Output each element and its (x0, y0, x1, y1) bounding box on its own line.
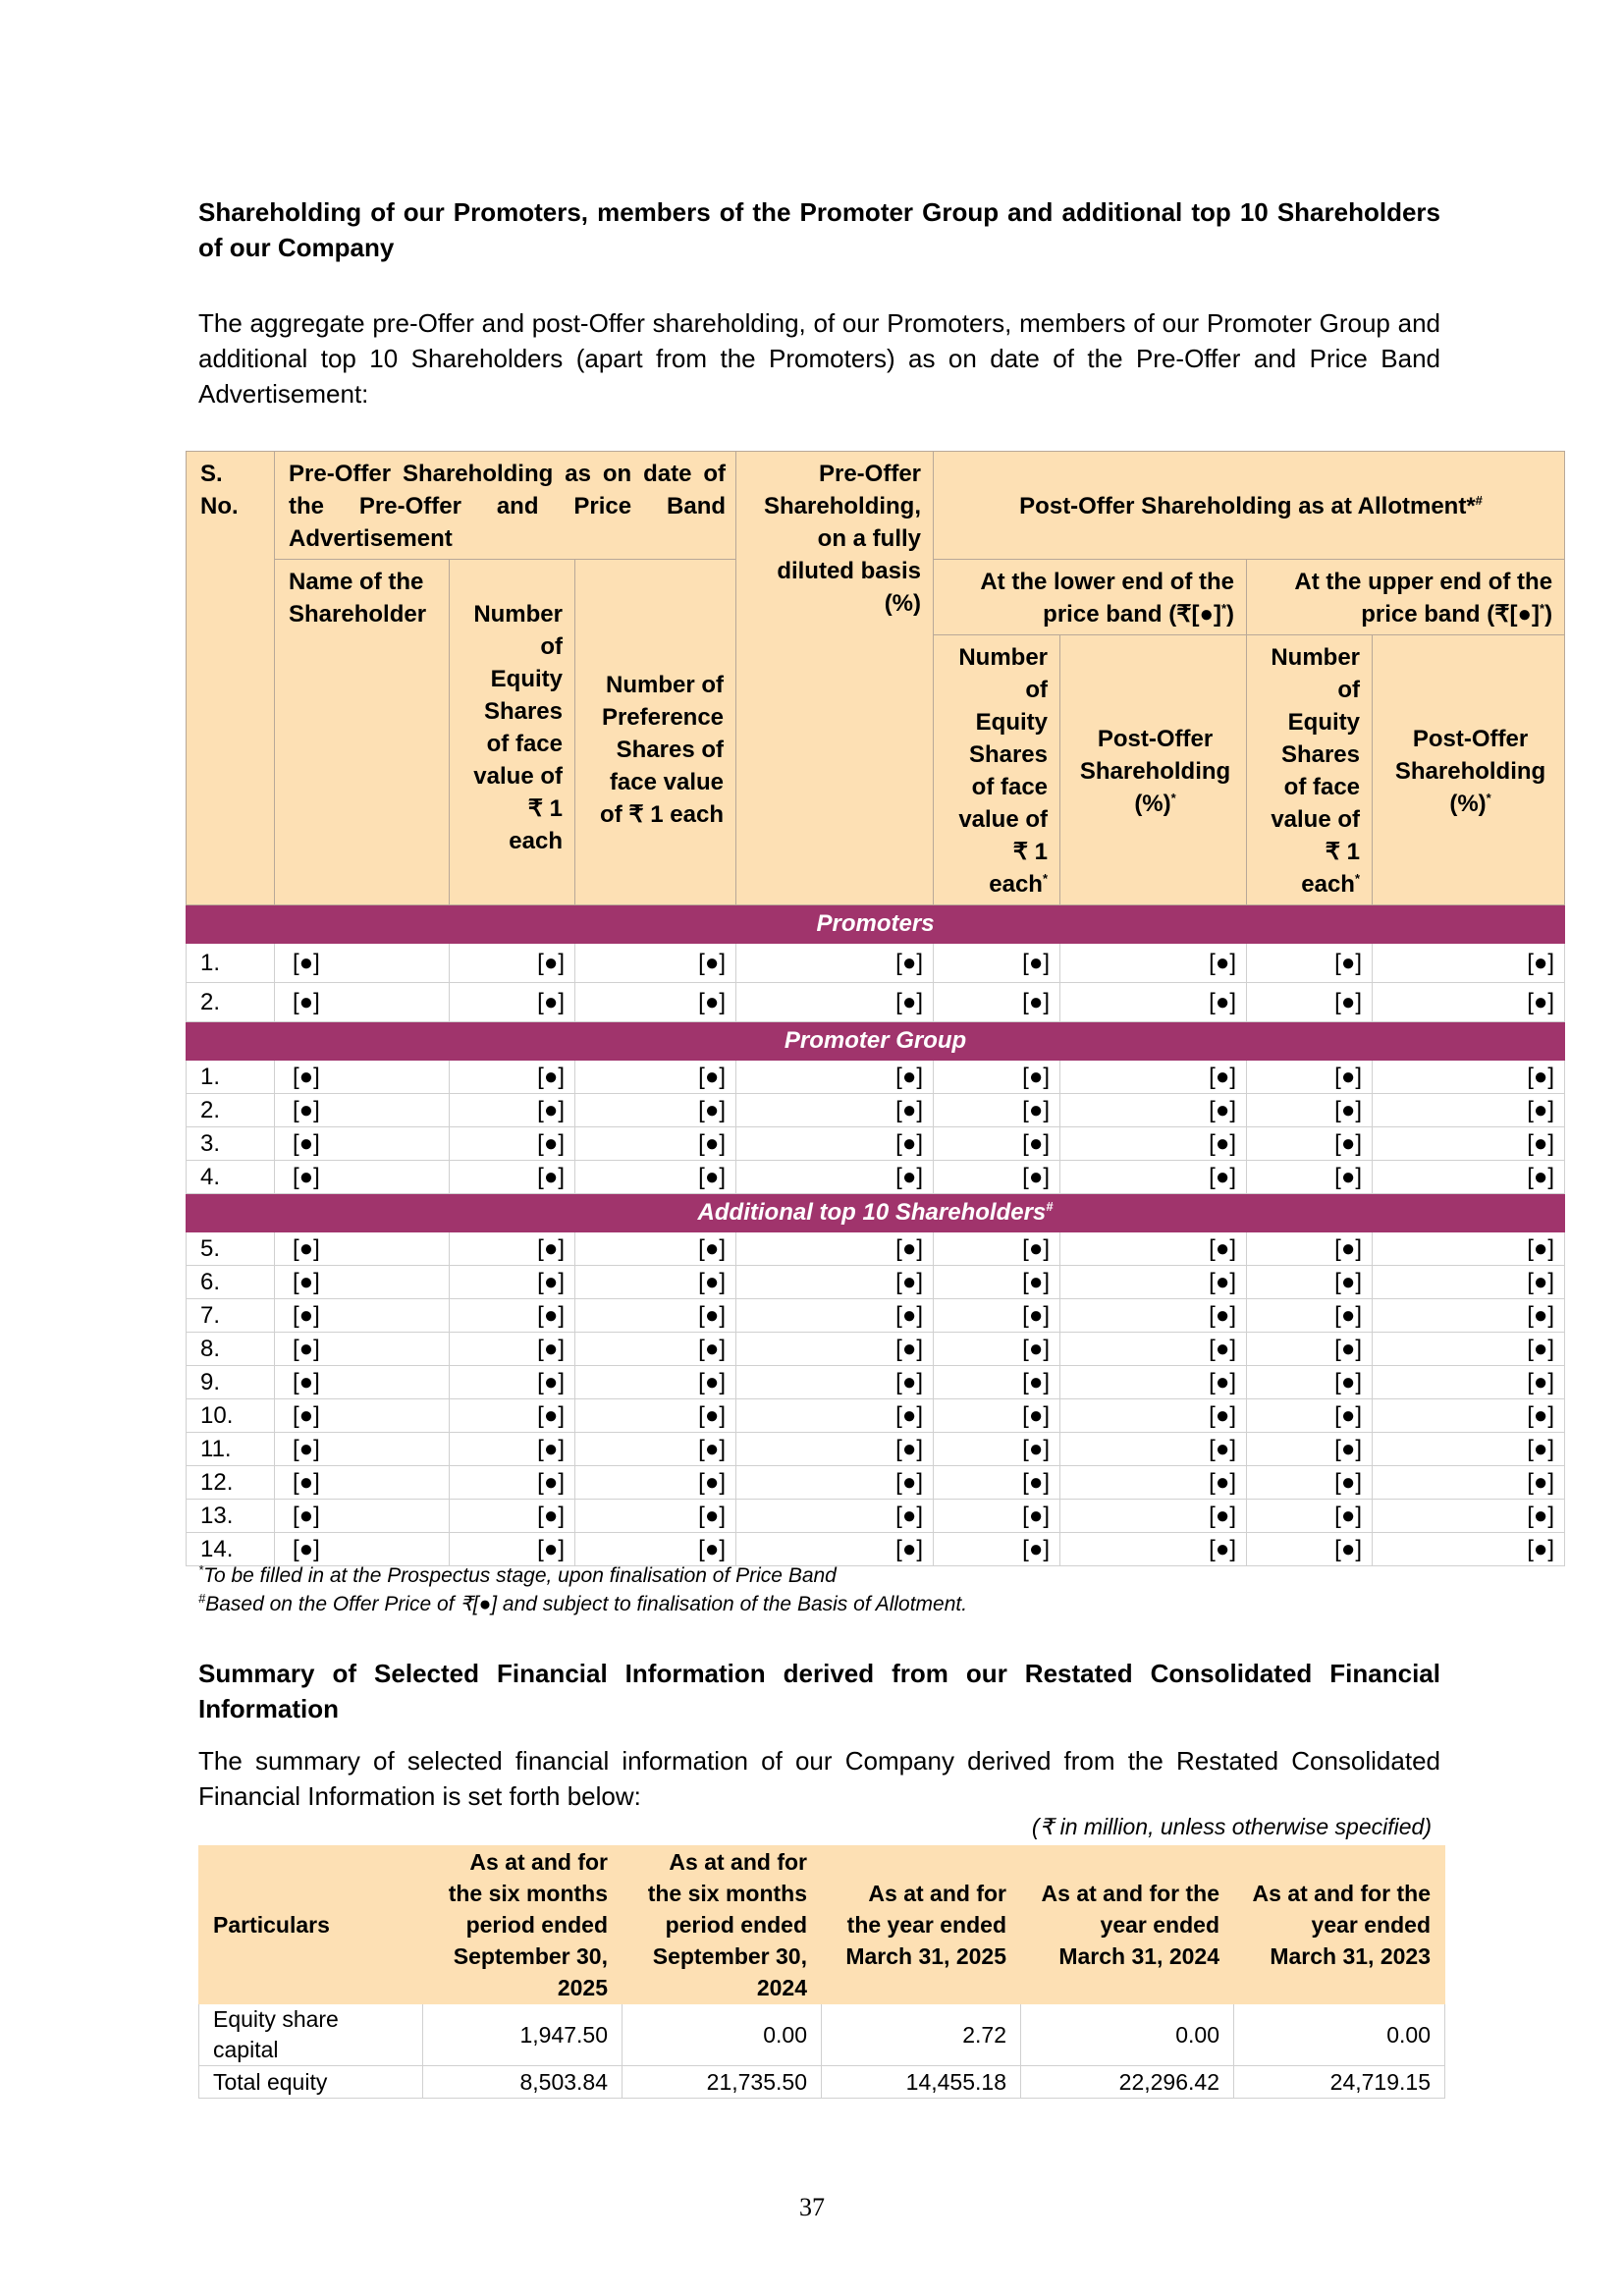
page-number: 37 (799, 2193, 825, 2221)
serial-number: 11. (187, 1433, 275, 1466)
serial-number: 3. (187, 1127, 275, 1161)
placeholder-cell: [●] (1247, 1299, 1373, 1333)
placeholder-cell: [●] (450, 1232, 575, 1266)
shareholder-name: [●] (275, 1127, 450, 1161)
table-row (187, 1333, 1565, 1366)
placeholder-cell: [●] (934, 1433, 1060, 1466)
placeholder-cell: [●] (1060, 1500, 1247, 1533)
shareholder-name: [●] (275, 1333, 450, 1366)
section-heading-shareholding: Shareholding of our Promoters, members of the Promoter Group and additional top 10 Shareholders of our Company (198, 197, 1440, 262)
placeholder-cell: [●] (575, 1061, 736, 1094)
table-row (187, 1466, 1565, 1500)
shareholder-name: [●] (275, 983, 450, 1022)
placeholder-cell: [●] (736, 1333, 934, 1366)
serial-number: 14. (187, 1533, 275, 1566)
header-name: Name of the Shareholder (275, 560, 450, 905)
placeholder-cell: [●] (1373, 1161, 1565, 1194)
placeholder-cell: [●] (450, 1533, 575, 1566)
placeholder-cell: [●] (736, 983, 934, 1022)
section-title: Additional top 10 Shareholders# (187, 1194, 1565, 1232)
placeholder-cell: [●] (575, 944, 736, 983)
placeholder-cell: [●] (736, 1061, 934, 1094)
placeholder-cell: [●] (1373, 1266, 1565, 1299)
placeholder-cell: [●] (934, 1061, 1060, 1094)
placeholder-cell: [●] (450, 1061, 575, 1094)
placeholder-cell: [●] (934, 1500, 1060, 1533)
fin-cell: 0.00 (1234, 2004, 1445, 2066)
shareholder-name: [●] (275, 1533, 450, 1566)
placeholder-cell: [●] (450, 1161, 575, 1194)
placeholder-cell: [●] (575, 1433, 736, 1466)
table-row (187, 1299, 1565, 1333)
table-row (187, 1366, 1565, 1399)
placeholder-cell: [●] (1247, 983, 1373, 1022)
placeholder-cell: [●] (450, 983, 575, 1022)
placeholder-cell: [●] (575, 1466, 736, 1500)
fin-cell: 14,455.18 (822, 2066, 1021, 2099)
placeholder-cell: [●] (1247, 1533, 1373, 1566)
header-equity-shares: Number of Equity Shares of face value of ₹ 1 each (450, 560, 575, 905)
fin-row-label: Total equity (199, 2066, 423, 2099)
placeholder-cell: [●] (1060, 1061, 1247, 1094)
table-row (187, 1061, 1565, 1094)
placeholder-cell: [●] (934, 1094, 1060, 1127)
shareholder-name: [●] (275, 1094, 450, 1127)
placeholder-cell: [●] (1373, 1232, 1565, 1266)
placeholder-cell: [●] (450, 1299, 575, 1333)
placeholder-cell: [●] (575, 1399, 736, 1433)
placeholder-cell: [●] (575, 1161, 736, 1194)
placeholder-cell: [●] (1373, 1366, 1565, 1399)
header-diluted: Pre-Offer Shareholding, on a fully diluted basis (%) (736, 452, 934, 905)
placeholder-cell: [●] (736, 1094, 934, 1127)
placeholder-cell: [●] (1060, 1299, 1247, 1333)
serial-number: 1. (187, 944, 275, 983)
serial-number: 8. (187, 1333, 275, 1366)
shareholding-intro: The aggregate pre-Offer and post-Offer shareholding, of our Promoters, members of our Promoter Group and additional top 10 Shareholders (apart from the Promoters) as on date of the Pre-Offer and Price Band Advertisement: (198, 308, 1440, 409)
placeholder-cell: [●] (450, 1094, 575, 1127)
shareholder-name: [●] (275, 1399, 450, 1433)
placeholder-cell: [●] (1247, 1061, 1373, 1094)
shareholder-name: [●] (275, 1433, 450, 1466)
placeholder-cell: [●] (1247, 1127, 1373, 1161)
fin-cell: 0.00 (1021, 2004, 1234, 2066)
placeholder-cell: [●] (1247, 944, 1373, 983)
header-upper-band: At the upper end of the price band (₹[●]*) (1247, 560, 1565, 635)
placeholder-cell: [●] (575, 983, 736, 1022)
table-row (187, 1161, 1565, 1194)
placeholder-cell: [●] (736, 1500, 934, 1533)
placeholder-cell: [●] (1247, 1366, 1373, 1399)
placeholder-cell: [●] (736, 1299, 934, 1333)
table-row (187, 1433, 1565, 1466)
placeholder-cell: [●] (1060, 1366, 1247, 1399)
fin-cell: 8,503.84 (423, 2066, 623, 2099)
placeholder-cell: [●] (450, 1433, 575, 1466)
fin-row-total-equity (199, 2066, 1445, 2099)
fin-cell: 21,735.50 (623, 2066, 822, 2099)
fin-cell: 24,719.15 (1234, 2066, 1445, 2099)
fin-header-particulars: Particulars (199, 1846, 423, 2004)
financial-intro: The summary of selected financial information of our Company derived from the Restated Consolidated Financial Information is set forth below: (198, 1746, 1440, 1811)
table-row (187, 1399, 1565, 1433)
table-row (187, 1500, 1565, 1533)
placeholder-cell: [●] (736, 1533, 934, 1566)
fin-row-equity-share-capital (199, 2004, 1445, 2066)
serial-number: 4. (187, 1161, 275, 1194)
placeholder-cell: [●] (934, 1466, 1060, 1500)
section-title: Promoters (187, 905, 1565, 944)
serial-number: 2. (187, 1094, 275, 1127)
placeholder-cell: [●] (934, 1266, 1060, 1299)
placeholder-cell: [●] (934, 944, 1060, 983)
serial-number: 10. (187, 1399, 275, 1433)
placeholder-cell: [●] (934, 1533, 1060, 1566)
section-header-row (187, 1194, 1565, 1232)
header-pre-offer-group: Pre-Offer Shareholding as on date of the Pre-Offer and Price Band Advertisement (275, 452, 736, 560)
placeholder-cell: [●] (1373, 1399, 1565, 1433)
placeholder-cell: [●] (1373, 1433, 1565, 1466)
placeholder-cell: [●] (1060, 1161, 1247, 1194)
serial-number: 9. (187, 1366, 275, 1399)
serial-number: 6. (187, 1266, 275, 1299)
placeholder-cell: [●] (450, 1399, 575, 1433)
placeholder-cell: [●] (450, 944, 575, 983)
table-row (187, 1266, 1565, 1299)
placeholder-cell: [●] (1247, 1232, 1373, 1266)
placeholder-cell: [●] (1373, 1061, 1565, 1094)
placeholder-cell: [●] (450, 1500, 575, 1533)
placeholder-cell: [●] (1373, 1466, 1565, 1500)
placeholder-cell: [●] (1060, 1127, 1247, 1161)
placeholder-cell: [●] (450, 1333, 575, 1366)
fin-header-sep-2025: As at and for the six months period ended September 30, 2025 (423, 1846, 623, 2004)
placeholder-cell: [●] (1247, 1161, 1373, 1194)
header-lower-equity: Number of Equity Shares of face value of ₹ 1 each* (934, 635, 1060, 905)
placeholder-cell: [●] (736, 1433, 934, 1466)
placeholder-cell: [●] (450, 1127, 575, 1161)
placeholder-cell: [●] (1247, 1266, 1373, 1299)
placeholder-cell: [●] (575, 1366, 736, 1399)
shareholder-name: [●] (275, 1061, 450, 1094)
placeholder-cell: [●] (934, 1333, 1060, 1366)
section-header-row (187, 1022, 1565, 1061)
shareholder-name: [●] (275, 1266, 450, 1299)
placeholder-cell: [●] (1060, 1094, 1247, 1127)
placeholder-cell: [●] (1373, 1333, 1565, 1366)
placeholder-cell: [●] (450, 1266, 575, 1299)
shareholder-name: [●] (275, 1366, 450, 1399)
section-heading-financial: Summary of Selected Financial Information derived from our Restated Consolidated Financial Information (198, 1659, 1440, 1723)
placeholder-cell: [●] (736, 1232, 934, 1266)
table-row (187, 1232, 1565, 1266)
placeholder-cell: [●] (1247, 1500, 1373, 1533)
fin-header-mar-2023: As at and for the year ended March 31, 2023 (1234, 1846, 1445, 2004)
placeholder-cell: [●] (1373, 1127, 1565, 1161)
placeholder-cell: [●] (1247, 1333, 1373, 1366)
placeholder-cell: [●] (575, 1533, 736, 1566)
placeholder-cell: [●] (1373, 1500, 1565, 1533)
footnote-hash: #Based on the Offer Price of ₹[●] and subject to finalisation of the Basis of Allotment. (198, 1591, 968, 1615)
placeholder-cell: [●] (1247, 1094, 1373, 1127)
placeholder-cell: [●] (1247, 1466, 1373, 1500)
placeholder-cell: [●] (575, 1232, 736, 1266)
placeholder-cell: [●] (934, 1161, 1060, 1194)
header-sno: S. No. (187, 452, 275, 905)
header-preference-shares: Number of Preference Shares of face value of ₹ 1 each (575, 560, 736, 905)
header-post-offer-group: Post-Offer Shareholding as at Allotment*# (934, 452, 1565, 560)
placeholder-cell: [●] (934, 1366, 1060, 1399)
unit-note: (₹ in million, unless otherwise specified) (1031, 1814, 1432, 1839)
serial-number: 13. (187, 1500, 275, 1533)
shareholder-name: [●] (275, 1500, 450, 1533)
placeholder-cell: [●] (1060, 983, 1247, 1022)
section-title: Promoter Group (187, 1022, 1565, 1061)
table-row (187, 1094, 1565, 1127)
placeholder-cell: [●] (1060, 1266, 1247, 1299)
placeholder-cell: [●] (736, 944, 934, 983)
placeholder-cell: [●] (1060, 1232, 1247, 1266)
shareholding-table (186, 451, 1565, 1566)
placeholder-cell: [●] (1247, 1399, 1373, 1433)
fin-cell: 1,947.50 (423, 2004, 623, 2066)
serial-number: 2. (187, 983, 275, 1022)
placeholder-cell: [●] (1060, 1399, 1247, 1433)
placeholder-cell: [●] (736, 1466, 934, 1500)
table-row (187, 983, 1565, 1022)
section-header-row (187, 905, 1565, 944)
shareholder-name: [●] (275, 944, 450, 983)
serial-number: 12. (187, 1466, 275, 1500)
placeholder-cell: [●] (575, 1299, 736, 1333)
placeholder-cell: [●] (934, 1299, 1060, 1333)
placeholder-cell: [●] (736, 1127, 934, 1161)
placeholder-cell: [●] (575, 1094, 736, 1127)
placeholder-cell: [●] (450, 1366, 575, 1399)
shareholding-table-body (187, 905, 1565, 1566)
shareholder-name: [●] (275, 1299, 450, 1333)
shareholder-name: [●] (275, 1161, 450, 1194)
placeholder-cell: [●] (450, 1466, 575, 1500)
shareholder-name: [●] (275, 1466, 450, 1500)
placeholder-cell: [●] (1373, 1094, 1565, 1127)
serial-number: 5. (187, 1232, 275, 1266)
fin-header-mar-2025: As at and for the year ended March 31, 2025 (822, 1846, 1021, 2004)
placeholder-cell: [●] (934, 1127, 1060, 1161)
placeholder-cell: [●] (736, 1366, 934, 1399)
serial-number: 7. (187, 1299, 275, 1333)
fin-cell: 0.00 (623, 2004, 822, 2066)
header-upper-equity: Number of Equity Shares of face value of ₹ 1 each* (1247, 635, 1373, 905)
fin-header-mar-2024: As at and for the year ended March 31, 2024 (1021, 1846, 1234, 2004)
table-row (187, 1127, 1565, 1161)
placeholder-cell: [●] (934, 1399, 1060, 1433)
placeholder-cell: [●] (575, 1500, 736, 1533)
placeholder-cell: [●] (736, 1266, 934, 1299)
placeholder-cell: [●] (1373, 1299, 1565, 1333)
placeholder-cell: [●] (736, 1161, 934, 1194)
fin-cell: 22,296.42 (1021, 2066, 1234, 2099)
placeholder-cell: [●] (1373, 944, 1565, 983)
placeholder-cell: [●] (575, 1127, 736, 1161)
table-row (187, 944, 1565, 983)
placeholder-cell: [●] (1247, 1433, 1373, 1466)
placeholder-cell: [●] (1060, 1533, 1247, 1566)
footnote-star: *To be filled in at the Prospectus stage, upon finalisation of Price Band (198, 1562, 837, 1587)
serial-number: 1. (187, 1061, 275, 1094)
fin-row-label: Equity share capital (199, 2004, 423, 2066)
placeholder-cell: [●] (1060, 1433, 1247, 1466)
placeholder-cell: [●] (736, 1399, 934, 1433)
financial-table (198, 1845, 1445, 2099)
placeholder-cell: [●] (934, 983, 1060, 1022)
placeholder-cell: [●] (575, 1266, 736, 1299)
placeholder-cell: [●] (1373, 1533, 1565, 1566)
fin-header-sep-2024: As at and for the six months period ended September 30, 2024 (623, 1846, 822, 2004)
header-lower-pct: Post-Offer Shareholding (%)* (1060, 635, 1247, 905)
placeholder-cell: [●] (575, 1333, 736, 1366)
placeholder-cell: [●] (1373, 983, 1565, 1022)
placeholder-cell: [●] (1060, 1466, 1247, 1500)
placeholder-cell: [●] (1060, 944, 1247, 983)
fin-cell: 2.72 (822, 2004, 1021, 2066)
placeholder-cell: [●] (1060, 1333, 1247, 1366)
shareholder-name: [●] (275, 1232, 450, 1266)
header-upper-pct: Post-Offer Shareholding (%)* (1373, 635, 1565, 905)
header-lower-band: At the lower end of the price band (₹[●]*) (934, 560, 1247, 635)
placeholder-cell: [●] (934, 1232, 1060, 1266)
